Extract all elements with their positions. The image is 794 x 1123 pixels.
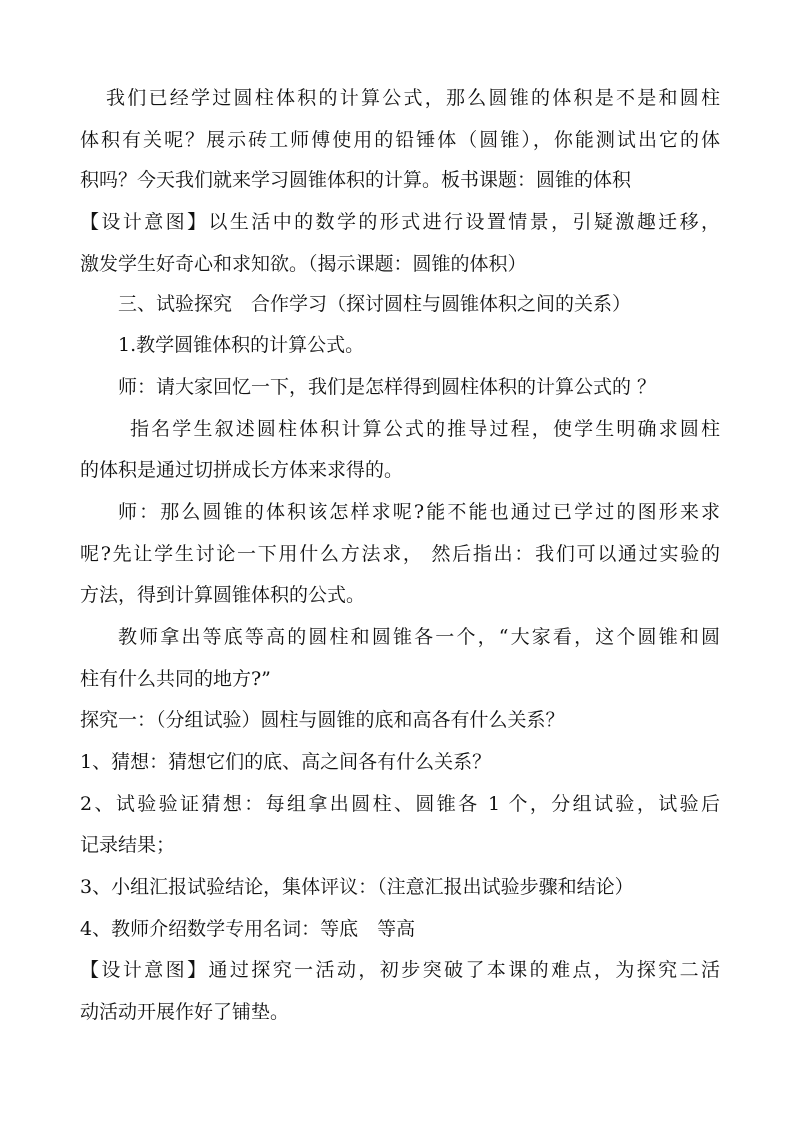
paragraph-line: 我们已经学过圆柱体积的计算公式，那么圆锥的体积是不是和圆柱 bbox=[106, 87, 720, 109]
paragraph-line: 激发学生好奇心和求知欲。（揭示课题：圆锥的体积） bbox=[80, 253, 527, 275]
list-item: 3、小组汇报试验结论，集体评议：（注意汇报出试验步骤和结论） bbox=[80, 876, 634, 898]
paragraph-line: 呢?先让学生讨论一下用什么方法求， 然后指出：我们可以通过实验的 bbox=[80, 543, 720, 565]
subsection-heading: 1.教学圆锥体积的计算公式。 bbox=[118, 334, 365, 356]
paragraph-line: 教师拿出等底等高的圆柱和圆锥各一个，“大家看，这个圆锥和圆 bbox=[118, 626, 720, 648]
teacher-line: 师：请大家回忆一下，我们是怎样得到圆柱体积的计算公式的 ？ bbox=[118, 376, 657, 398]
paragraph-line: 体积有关呢？展示砖工师傅使用的铅锤体（圆锥），你能测试出它的体 bbox=[80, 129, 720, 151]
design-intent-line: 【设计意图】以生活中的数学的形式进行设置情景，引疑激趣迁移， bbox=[80, 211, 720, 233]
teacher-line: 师：那么圆锥的体积该怎样求呢?能不能也通过已学过的图形来求 bbox=[118, 501, 720, 523]
list-item-continuation: 记录结果； bbox=[80, 834, 176, 856]
paragraph-line: 柱有什么共同的地方?” bbox=[80, 668, 271, 690]
list-item: 1、猜想：猜想它们的底、高之间各有什么关系？ bbox=[80, 751, 492, 773]
paragraph-line: 积吗？今天我们就来学习圆锥体积的计算。板书课题：圆锥的体积 bbox=[80, 169, 632, 191]
section-heading: 三、试验探究 合作学习（探讨圆柱与圆锥体积之间的关系） bbox=[118, 293, 632, 315]
list-item: 2、试验验证猜想：每组拿出圆柱、圆锥各 1 个，分组试验，试验后 bbox=[80, 793, 720, 815]
paragraph-line: 方法，得到计算圆锥体积的公式。 bbox=[80, 584, 366, 606]
paragraph-line: 动活动开展作好了铺垫。 bbox=[80, 1001, 290, 1023]
design-intent-line: 【设计意图】通过探究一活动，初步突破了本课的难点，为探究二活 bbox=[80, 959, 720, 981]
list-item: 4、教师介绍数学专用名词：等底 等高 bbox=[80, 918, 416, 940]
exploration-heading: 探究一：（分组试验）圆柱与圆锥的底和高各有什么关系？ bbox=[80, 709, 565, 731]
paragraph-line: 的体积是通过切拼成长方体来求得的。 bbox=[80, 459, 404, 481]
paragraph-line: 指名学生叙述圆柱体积计算公式的推导过程，使学生明确求圆柱 bbox=[130, 418, 720, 440]
